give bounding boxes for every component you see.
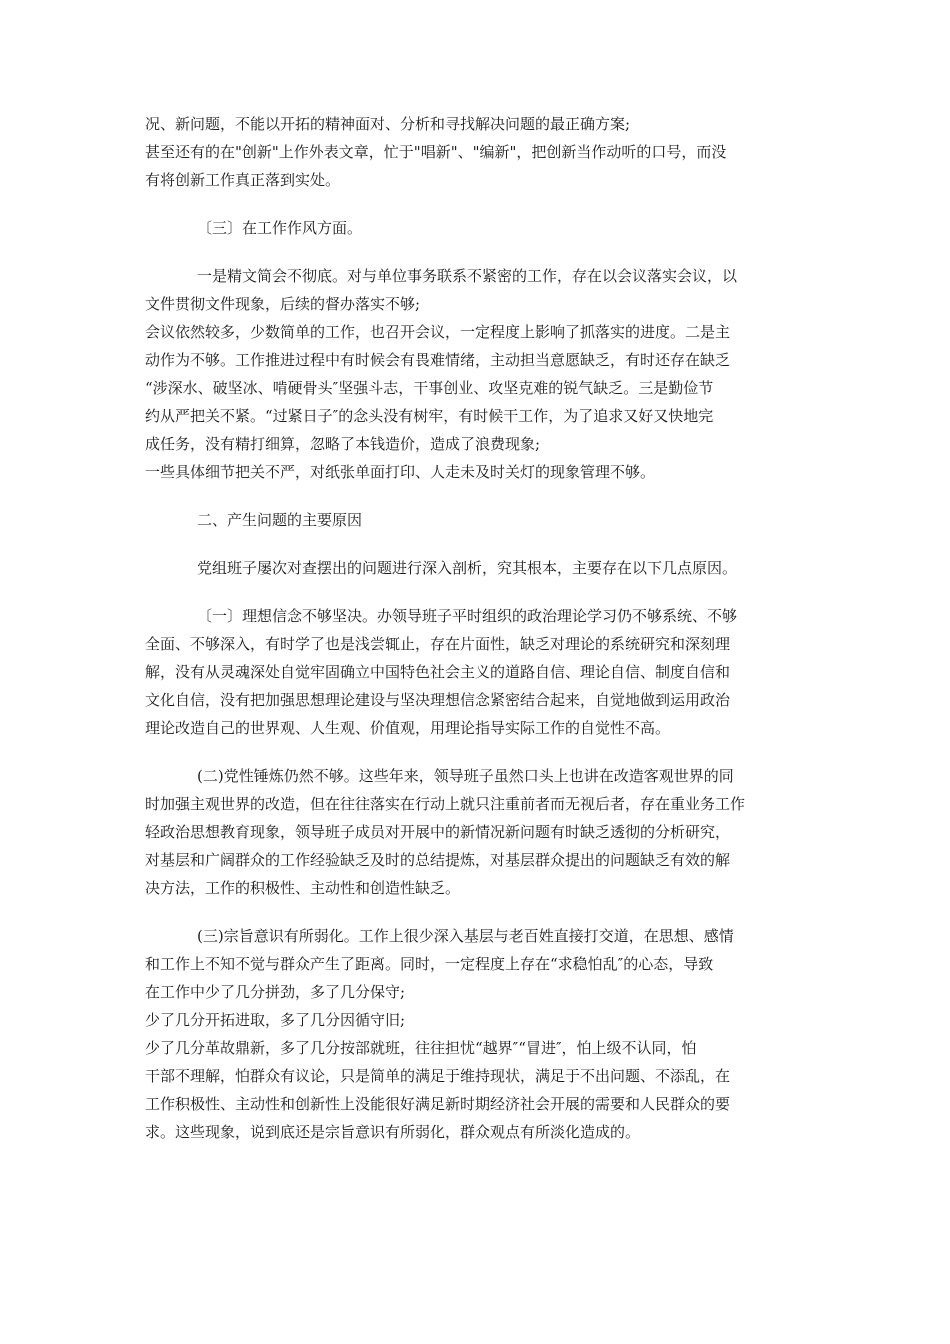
paragraph-party-spirit xyxy=(145,762,805,902)
text-line: 文件贯彻文件现象，后续的督办落实不够; xyxy=(145,295,421,313)
text-line: 时加强主观世界的改造，但在往往落实在行动上就只注重前者而无视后者，存在重业务工作 xyxy=(145,795,746,813)
text-line: 理论改造自己的世界观、人生观、价值观，用理论指导实际工作的自觉性不高。 xyxy=(145,719,671,737)
text-line: 工作积极性、主动性和创新性上没能很好满足新时期经济社会开展的需要和人民群众的要 xyxy=(145,1095,731,1113)
paragraph-purpose xyxy=(145,922,805,1146)
text-line: 甚至还有的在"创新"上作外表文章，忙于"唱新"、"编新"，把创新当作动听的口号，而没 xyxy=(145,143,727,161)
text-line: 少了几分革故鼎新，多了几分按部就班，往往担忧“越界″“冒进″，怕上级不认同，怕 xyxy=(145,1039,697,1057)
text-line: 干部不理解，怕群众有议论，只是简单的满足于维持现状，满足于不出问题、不添乱，在 xyxy=(145,1067,731,1085)
text-line: 轻政治思想教育现象，领导班子成员对开展中的新情况新问题有时缺乏透彻的分析研究， xyxy=(145,823,731,841)
heading-work-style xyxy=(145,214,805,242)
text-line: (二)党性锤炼仍然不够。这些年来，领导班子虽然口头上也讲在改造客观世界的同 xyxy=(197,767,734,785)
text-line: (三)宗旨意识有所弱化。工作上很少深入基层与老百姓直接打交道，在思想、感情 xyxy=(197,927,734,945)
text-line: 解，没有从灵魂深处自觉牢固确立中国特色社会主义的道路自信、理论自信、制度自信和 xyxy=(145,663,731,681)
section-heading: 〔三〕在工作作风方面。 xyxy=(197,219,363,237)
paragraph-innovation xyxy=(145,110,805,194)
text-line: 对基层和广阔群众的工作经验缺乏及时的总结提炼，对基层群众提出的问题缺乏有效的解 xyxy=(145,851,731,869)
text-line: 文化自信，没有把加强思想理论建设与坚决理想信念紧密结合起来，自觉地做到运用政治 xyxy=(145,691,731,709)
paragraph-ideals xyxy=(145,602,805,742)
text-line: 决方法，工作的积极性、主动性和创造性缺乏。 xyxy=(145,879,461,897)
text-line: 求。这些现象，说到底还是宗旨意识有所弱化，群众观点有所淡化造成的。 xyxy=(145,1123,641,1141)
text-line: “涉深水、破坚冰、啃硬骨头″坚强斗志，干事创业、攻坚克难的锐气缺乏。三是勤俭节 xyxy=(145,379,714,397)
text-line: 〔一〕理想信念不够坚决。办领导班子平时组织的政治理论学习仍不够系统、不够 xyxy=(197,607,738,625)
text-line: 成任务，没有精打细算，忽略了本钱造价，造成了浪费现象; xyxy=(145,435,541,453)
text-line: 少了几分开拓进取，多了几分因循守旧; xyxy=(145,1011,406,1029)
text-line: 一些具体细节把关不严，对纸张单面打印、人走未及时关灯的现象管理不够。 xyxy=(145,463,656,481)
text-line: 况、新问题，不能以开拓的精神面对、分析和寻找解决问题的最正确方案; xyxy=(145,115,631,133)
text-line: 在工作中少了几分拼劲，多了几分保守; xyxy=(145,983,406,1001)
text-line: 会议依然较多，少数简单的工作，也召开会议，一定程度上影响了抓落实的进度。二是主 xyxy=(145,323,731,341)
document-page xyxy=(145,110,805,1146)
paragraph-intro-reasons xyxy=(145,554,805,582)
text-line: 和工作上不知不觉与群众产生了距离。同时，一定程度上存在“求稳怕乱″的心态，导致 xyxy=(145,955,714,973)
text-line: 有将创新工作真正落到实处。 xyxy=(145,171,341,189)
paragraph-work-style xyxy=(145,262,805,486)
text-line: 动作为不够。工作推进过程中有时候会有畏难情绪，主动担当意愿缺乏，有时还存在缺乏 xyxy=(145,351,731,369)
text-line: 约从严把关不紧。“过紧日子″的念头没有树牢，有时候干工作，为了追求又好又快地完 xyxy=(145,407,714,425)
text-line: 全面、不够深入，有时学了也是浅尝辄止，存在片面性，缺乏对理论的系统研究和深刻理 xyxy=(145,635,731,653)
section-heading: 二、产生问题的主要原因 xyxy=(197,511,363,529)
text-line: 一是精文简会不彻底。对与单位事务联系不紧密的工作，存在以会议落实会议，以 xyxy=(197,267,738,285)
heading-main-reasons xyxy=(145,506,805,534)
text-line: 党组班子屡次对查摆出的问题进行深入剖析，究其根本，主要存在以下几点原因。 xyxy=(197,559,738,577)
